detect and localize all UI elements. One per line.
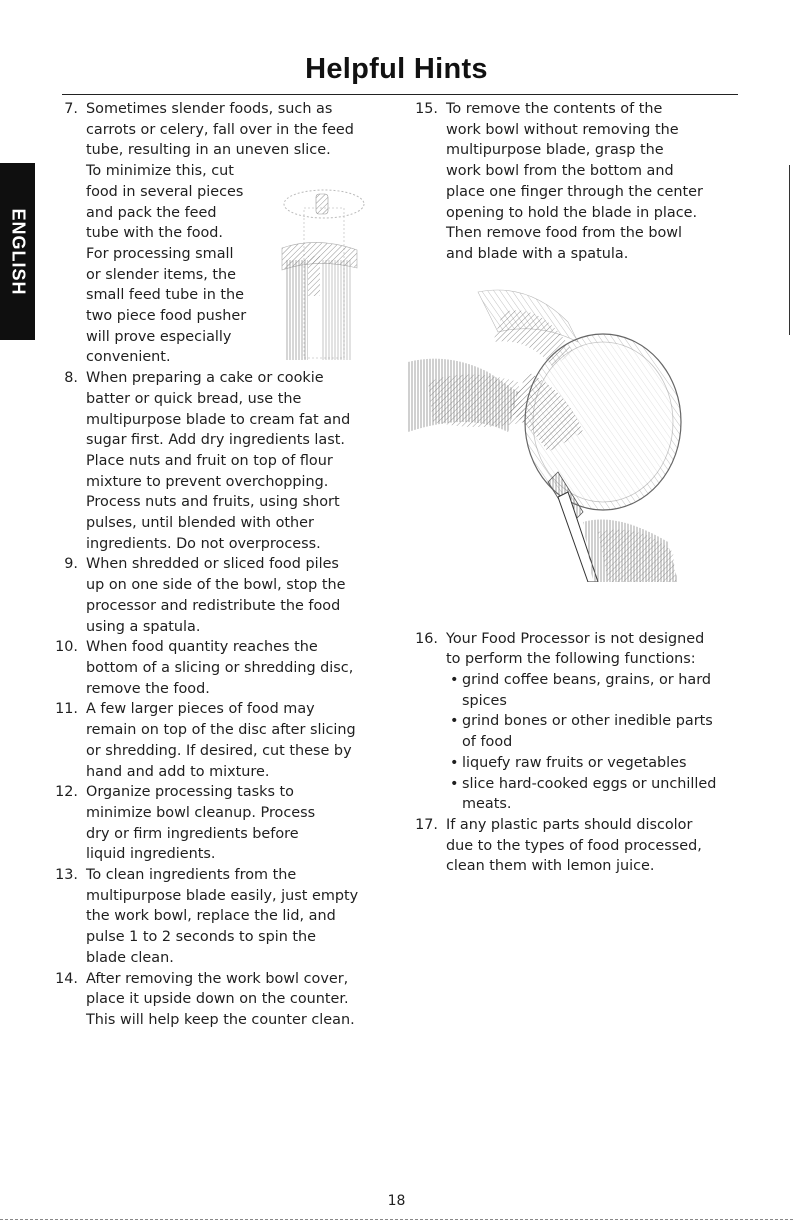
hint-number: 17. [415, 816, 438, 833]
hint-line: or shredding. If desired, cut these by [86, 742, 352, 759]
hint-12 [46, 782, 391, 865]
hint-line: mixture to prevent overchopping. [86, 473, 329, 490]
hint-line: dry or firm ingredients before [86, 825, 299, 842]
hint-line: pulses, until blended with other [86, 515, 314, 532]
hint-9 [46, 554, 391, 637]
hint-line: tube, resulting in an uneven slice. [86, 142, 331, 159]
hint-number: 10. [55, 639, 78, 656]
hint-number: 7. [64, 101, 78, 117]
hint-line: multipurpose blade easily, just empty [86, 887, 359, 904]
hint-line: to perform the following functions: [446, 651, 696, 668]
bullet-item [446, 711, 746, 752]
hint-line: will prove especially [86, 328, 232, 345]
hint-line: liquid ingredients. [86, 846, 216, 863]
hint-8 [46, 368, 391, 554]
hint-line: Process nuts and fruits, using short [86, 494, 340, 511]
hint-line: work bowl from the bottom and [446, 163, 674, 180]
hint-number: 11. [55, 701, 78, 718]
hint-16 [406, 629, 746, 815]
margin-line [789, 165, 790, 335]
bullet-list [446, 670, 746, 815]
food-pusher-illustration [262, 178, 372, 364]
hint-14 [46, 969, 391, 1031]
bullet-item [446, 753, 746, 774]
hint-line: remove the food. [86, 680, 210, 697]
hint-17 [406, 815, 746, 877]
hint-line: minimize bowl cleanup. Process [86, 804, 316, 821]
hint-line: sugar first. Add dry ingredients last. [86, 432, 345, 449]
hint-line: When preparing a cake or cookie [86, 370, 324, 387]
hint-number: 14. [55, 970, 78, 987]
language-tab-label: ENGLISH [8, 207, 28, 296]
hint-line: Place nuts and fruit on top of flour [86, 452, 333, 469]
hint-line: tube with the food. [86, 225, 224, 242]
hint-line: place one finger through the center [446, 183, 703, 200]
hint-line: multipurpose blade to cream fat and [86, 411, 351, 428]
hint-line: If any plastic parts should discolor [446, 816, 693, 833]
bullet-line: of food [462, 734, 513, 751]
hint-line: To minimize this, cut [86, 163, 234, 180]
hint-number: 15. [415, 101, 438, 117]
title-rule [62, 94, 738, 95]
hint-line: Sometimes slender foods, such as [86, 101, 333, 117]
hint-line: using a spatula. [86, 618, 201, 635]
hint-13 [46, 865, 391, 969]
hint-line: due to the types of food processed, [446, 837, 702, 854]
hint-line: Then remove food from the bowl [446, 225, 683, 242]
hint-line: When food quantity reaches the [86, 639, 318, 656]
hint-number: 12. [55, 784, 78, 801]
hint-line: small feed tube in the [86, 287, 245, 304]
hint-line: For processing small [86, 245, 234, 262]
hint-line: processor and redistribute the food [86, 597, 341, 614]
hint-line: blade clean. [86, 949, 174, 966]
hint-15 [406, 99, 746, 265]
hint-number: 8. [64, 370, 78, 387]
hint-line: place it upside down on the counter. [86, 991, 349, 1008]
hint-line: When shredded or sliced food piles [86, 556, 339, 573]
hint-line: opening to hold the blade in place. [446, 204, 698, 221]
hint-line: Organize processing tasks to [86, 784, 294, 801]
hint-line: work bowl without removing the [446, 121, 679, 138]
bullet-line: spices [462, 692, 507, 709]
hint-line: batter or quick bread, use the [86, 390, 302, 407]
hint-line: up on one side of the bowl, stop the [86, 577, 346, 594]
hint-line: and blade with a spatula. [446, 245, 629, 262]
bottom-trim-line [0, 1219, 793, 1220]
hint-line: food in several pieces [86, 183, 244, 200]
hint-line: and pack the feed [86, 204, 217, 221]
hint-line: This will help keep the counter clean. [86, 1011, 355, 1028]
bullet-item [446, 774, 746, 815]
hint-number: 16. [415, 630, 438, 647]
language-tab [0, 163, 35, 340]
hint-line: A few larger pieces of food may [86, 701, 315, 718]
hint-line: clean them with lemon juice. [446, 858, 655, 875]
page-title: Helpful Hints [305, 53, 488, 85]
bullet-item [446, 670, 746, 711]
hint-line: carrots or celery, fall over in the feed [86, 121, 354, 138]
hint-line: remain on top of the disc after slicing [86, 722, 356, 739]
bullet-line: • grind bones or other inedible parts [462, 713, 713, 730]
hint-line: After removing the work bowl cover, [86, 970, 349, 987]
bullet-line: • liquefy raw fruits or vegetables [462, 754, 687, 771]
hint-line: Your Food Processor is not designed [446, 630, 705, 647]
hint-line: ingredients. Do not overprocess. [86, 535, 321, 552]
hint-line: the work bowl, replace the lid, and [86, 908, 336, 925]
hint-line: pulse 1 to 2 seconds to spin the [86, 929, 317, 946]
hint-line: bottom of a slicing or shredding disc, [86, 659, 354, 676]
hint-number: 13. [55, 867, 78, 884]
page-number: 18 [387, 1193, 406, 1209]
hint-line: To remove the contents of the [446, 101, 663, 117]
hint-line: multipurpose blade, grasp the [446, 142, 664, 159]
hint-line: two piece food pusher [86, 308, 247, 325]
bullet-line: • slice hard-cooked eggs or unchilled [462, 775, 717, 792]
hint-11 [46, 699, 391, 782]
bullet-line: meats. [462, 796, 512, 813]
hint-line: To clean ingredients from the [86, 867, 297, 884]
hint-number: 9. [64, 556, 78, 573]
work-bowl-illustration [408, 282, 688, 582]
hint-line: or slender items, the [86, 266, 237, 283]
hint-10 [46, 637, 391, 699]
hint-line: hand and add to mixture. [86, 763, 270, 780]
hint-line: convenient. [86, 349, 171, 366]
bullet-line: • grind coffee beans, grains, or hard [462, 672, 712, 689]
